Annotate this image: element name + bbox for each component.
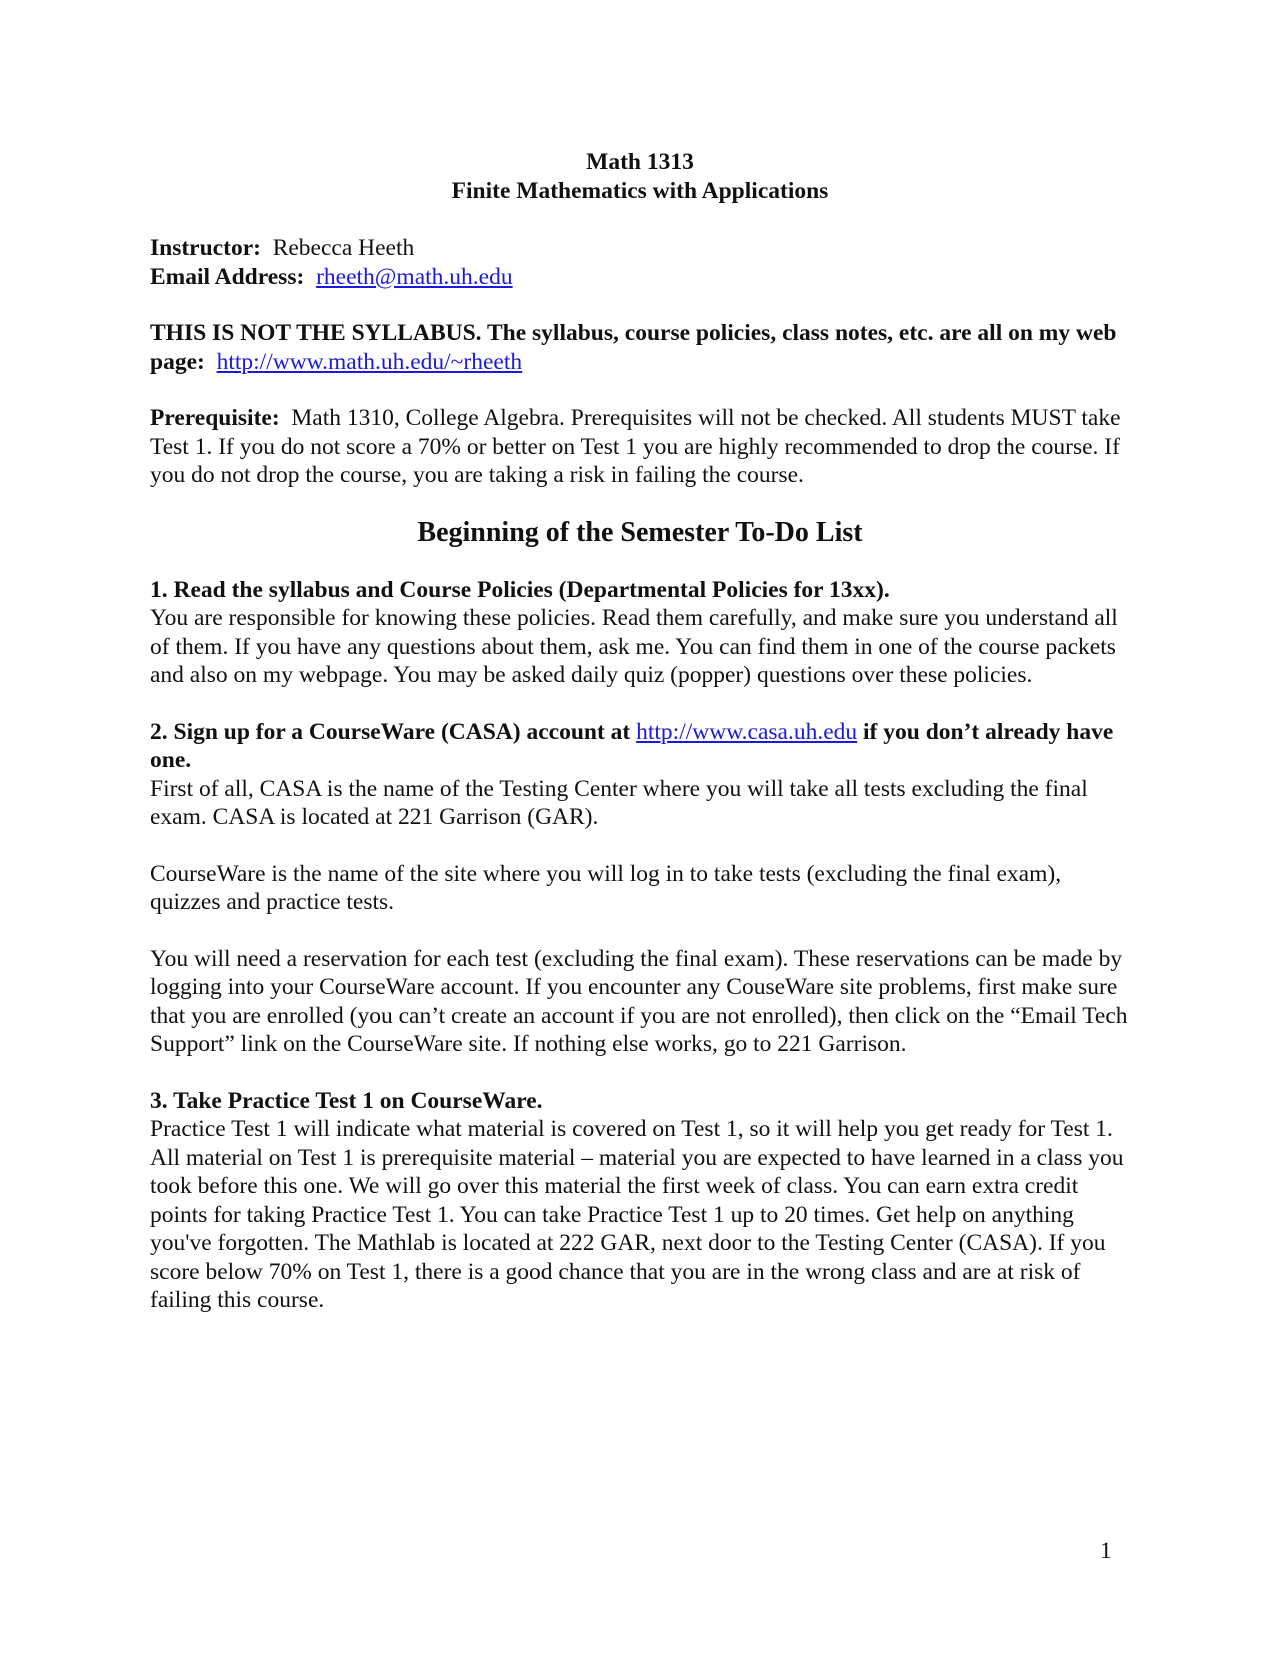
webpage-link[interactable]: http://www.math.uh.edu/~rheeth — [216, 348, 523, 375]
item2-para3: You will need a reservation for each test (excluding the final exam). These reservations can be made by logging into your CourseWare account. If you encounter any CouseWare site problems, first make sure that you are enrolled (you can’t create an account if you are not enrolled), then click on the “Email Tech Support” link on the CourseWare site. If nothing else works, go to 221 Garrison. — [150, 945, 1128, 1057]
syllabus-notice — [150, 319, 1130, 376]
casa-link[interactable]: http://www.casa.uh.edu — [636, 718, 858, 745]
instructor-line — [150, 234, 1130, 263]
page-number: 1 — [1100, 1538, 1112, 1564]
course-number: Math 1313 — [586, 149, 694, 175]
prerequisite-paragraph — [150, 404, 1130, 490]
email-label: Email Address: — [150, 263, 305, 290]
instructor-name: Rebecca Heeth — [272, 235, 415, 261]
item3-heading: 3. Take Practice Test 1 on CourseWare. — [150, 1087, 543, 1114]
item2-heading-before: 2. Sign up for a CourseWare (CASA) account at — [150, 718, 631, 745]
email-link[interactable]: rheeth@math.uh.edu — [316, 263, 513, 290]
syllabus-notice-text: THIS IS NOT THE SYLLABUS. The syllabus, course policies, class notes, etc. are all on my web page: — [150, 320, 1117, 375]
item2-heading — [150, 718, 1130, 775]
document-page — [150, 148, 1130, 1315]
course-title: Finite Mathematics with Applications — [451, 178, 829, 204]
todo-heading: Beginning of the Semester To-Do List — [417, 516, 863, 548]
instructor-label: Instructor: — [150, 235, 261, 261]
email-line — [150, 263, 1130, 292]
item1-body: You are responsible for knowing these policies. Read them carefully, and make sure you understand all of them. If you have any questions about them, ask me. You can find them in one of the course packets and also on my webpage. You may be asked daily quiz (popper) questions over these policies. — [150, 605, 1118, 688]
prerequisite-label: Prerequisite: — [150, 405, 280, 431]
item2-para2: CourseWare is the name of the site where you will log in to take tests (excluding the final exam), quizzes and practice tests. — [150, 860, 1062, 915]
item1-heading: 1. Read the syllabus and Course Policies (Departmental Policies for 13xx). — [150, 576, 890, 603]
item2-heading-after: if you don’t already have one. — [150, 718, 1114, 773]
item3-body: Practice Test 1 will indicate what material is covered on Test 1, so it will help you get ready for Test 1. All material on Test 1 is prerequisite material – material you are expected to have learned in a class you took before this one. We will go over this material the first week of class. You can earn extra credit points for taking Practice Test 1. You can take Practice Test 1 up to 20 times. Get help on anything you've forgotten. The Mathlab is located at 222 GAR, next door to the Testing Center (CASA). If you score below 70% on Test 1, there is a good chance that you are in the wrong class and are at risk of failing this course. — [150, 1116, 1124, 1313]
prerequisite-text: Math 1310, College Algebra. Prerequisites will not be checked. All students MUST take Test 1. If you do not score a 70% or better on Test 1 you are highly recommended to drop the course. If you do not drop the course, you are taking a risk in failing the course. — [150, 405, 1121, 488]
item2-para1: First of all, CASA is the name of the Testing Center where you will take all tests excluding the final exam. CASA is located at 221 Garrison (GAR). — [150, 775, 1088, 830]
